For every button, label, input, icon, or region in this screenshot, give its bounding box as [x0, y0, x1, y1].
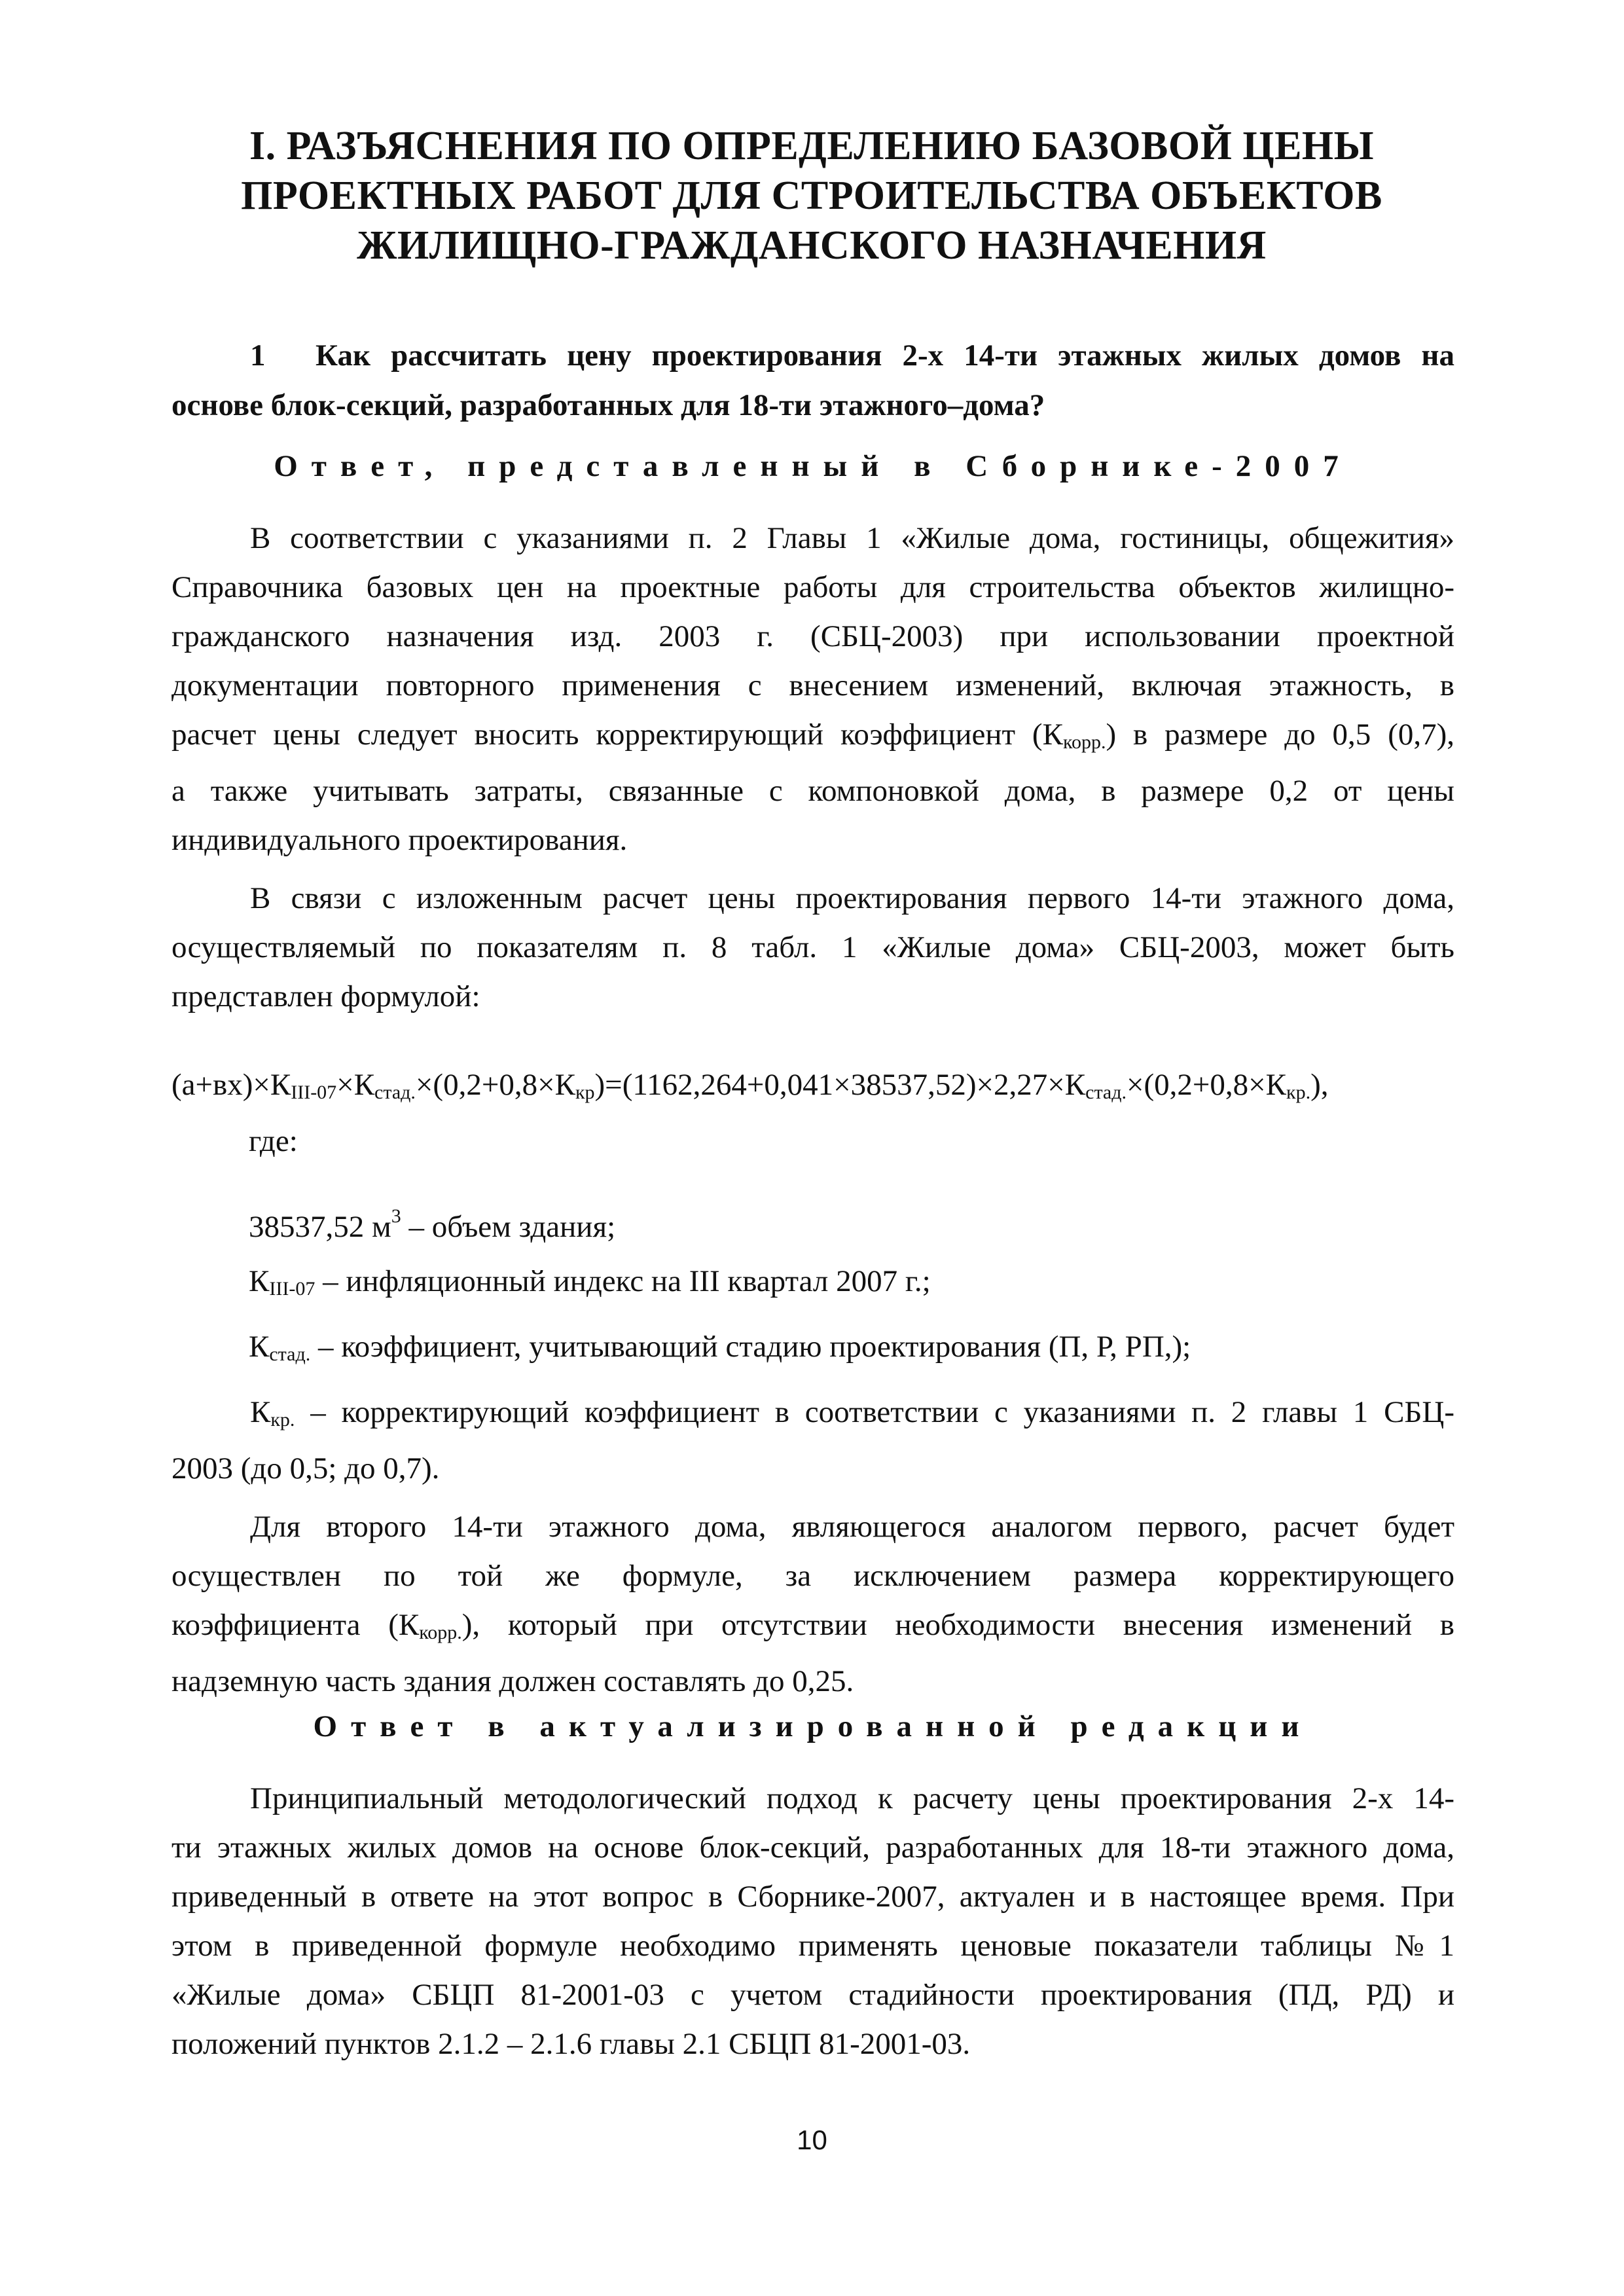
paragraph-1: [171, 514, 1454, 865]
p4-line-2: ти этажных жилых домов на основе блок-секций, разработанных для 18-ти этажного дома,: [171, 1831, 1454, 1865]
p4-line-1: Принципиальный методологический подход к расчету цены проектирования 2-х 14-: [250, 1781, 1454, 1815]
p1-line-1: В соответствии с указаниями п. 2 Главы 1 «Жилые дома, гостиницы, общежития»: [250, 521, 1454, 555]
paragraph-3: [171, 1503, 1454, 1706]
title-line-1: I. РАЗЪЯСНЕНИЯ ПО ОПРЕДЕЛЕНИЮ БАЗОВОЙ ЦЕНЫ: [249, 124, 1375, 168]
p1-line-4: документации повторного применения с внесением изменений, включая этажность, в: [171, 668, 1454, 702]
definition-stage-coefficient: $К_{стад.}$ – коэффициент, учитывающий стадию проектирования (П, Р, РП,);: [249, 1330, 1191, 1365]
p1-line-2: Справочника базовых цен на проектные работы для строительства объектов жилищно-: [171, 570, 1454, 604]
p3-line-3: коэффициента $(К_{корр.})$, который при отсутствии необходимости внесения изменений в: [171, 1608, 1454, 1643]
title-line-3: ЖИЛИЩНО-ГРАЖДАНСКОГО НАЗНАЧЕНИЯ: [357, 223, 1267, 268]
p3-line-4: надземную часть здания должен составлять до 0,25.: [171, 1664, 854, 1698]
p4-line-4: этом в приведенной формуле необходимо применять ценовые показатели таблицы №1: [171, 1929, 1454, 1963]
p1-line-5: расчет цены следует вносить корректирующий коэффициент $(К_{корр.})$ в размере до 0,5 (0,7),: [171, 718, 1454, 753]
p2-line-1: В связи с изложенным расчет цены проектирования первого 14-ти этажного дома,: [250, 881, 1454, 915]
paragraph-4: [171, 1774, 1454, 2069]
page-number: 10: [797, 2124, 827, 2155]
p2-line-2: осуществляемый по показателям п. 8 табл. 1 «Жилые дома» СБЦ-2003, может быть: [171, 930, 1454, 964]
formula-where: где:: [249, 1124, 298, 1158]
p2-line-3: представлен формулой:: [171, 979, 480, 1013]
p3-line-2: осуществлен по той же формуле, за исключением размера корректирующего: [171, 1559, 1454, 1593]
p1-line-7: индивидуального проектирования.: [171, 823, 628, 857]
p3-line-1: Для второго 14-ти этажного дома, являющегося аналогом первого, расчет будет: [250, 1510, 1454, 1544]
answer-2007-heading: Ответ, представленный в Сборнике-2007: [274, 449, 1352, 483]
title-line-2: ПРОЕКТНЫХ РАБОТ ДЛЯ СТРОИТЕЛЬСТВА ОБЪЕКТОВ: [241, 173, 1382, 218]
p4-line-5: «Жилые дома» СБЦП 81-2001-03 с учетом стадийности проектирования (ПД, РД) и: [171, 1978, 1454, 2012]
section-title: [196, 121, 1427, 270]
question-block: [171, 331, 1454, 430]
question-line-2: основе блок-секций, разработанных для 18-ти этажного–дома?: [171, 388, 1045, 422]
definition-correction-coefficient: $К_{кр.}$ – корректирующий коэффициент в соответствии с указаниями п. 2 главы 1 СБЦ- 2003 (до 0,5; до 0,7).: [171, 1395, 1454, 1485]
p1-line-6: а также учитывать затраты, связанные с компоновкой дома, в размере 0,2 от цены: [171, 774, 1454, 808]
definition-inflation-index: $К_{III-07}$ – инфляционный индекс на III квартал 2007 г.;: [249, 1264, 931, 1300]
p1-line-3: гражданского назначения изд. 2003 г. (СБЦ-2003) при использовании проектной: [171, 619, 1454, 653]
p4-line-6: положений пунктов 2.1.2 – 2.1.6 главы 2.1 СБЦП 81-2001-03.: [171, 2027, 971, 2061]
definition-volume: 38537,52 $м^3$ – объем здания;: [249, 1205, 616, 1244]
question-line-1: Как рассчитать цену проектирования 2-х 14-ти этажных жилых домов на: [316, 338, 1454, 373]
answer-updated-heading: Ответ в актуализированной редакции: [313, 1709, 1313, 1743]
paragraph-2: [171, 874, 1454, 1021]
p4-line-3: приведенный в ответе на этот вопрос в Сборнике-2007, актуален и в настоящее время. При: [171, 1880, 1454, 1914]
price-formula: $(а+вх)\times К_{III-07}\times К_{стад.}\times(0,2+0,8\times К_{кр})=(1162,264+0,041\times 38537,52)\times 2,27\times К_{стад.}\times(0,2+0,8\times К_{кр.})$, где:: [171, 1061, 1468, 1166]
question-number: 1: [250, 338, 266, 373]
